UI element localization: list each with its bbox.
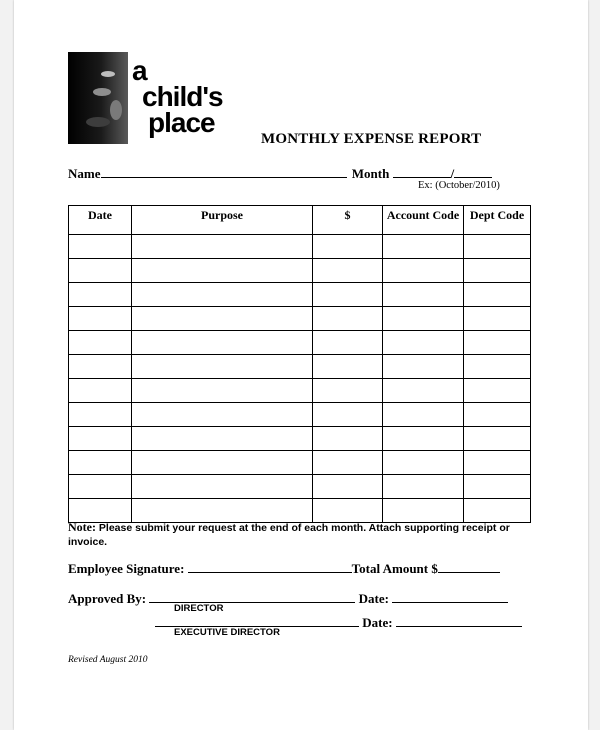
dept-code-cell[interactable]	[464, 475, 531, 499]
amount-cell[interactable]	[313, 283, 383, 307]
table-row	[69, 499, 531, 523]
amount-cell[interactable]	[313, 403, 383, 427]
document-page	[14, 0, 588, 730]
total-amount-field[interactable]	[438, 560, 500, 573]
date-cell[interactable]	[69, 451, 132, 475]
purpose-cell[interactable]	[132, 499, 313, 523]
purpose-cell[interactable]	[132, 475, 313, 499]
column-header-account-code: Account Code	[383, 206, 464, 235]
date-cell[interactable]	[69, 331, 132, 355]
note-text: Please submit your request at the end of each month. Attach supporting receipt or invoice.	[68, 522, 510, 548]
month-field[interactable]	[393, 165, 451, 178]
account-code-cell[interactable]	[383, 379, 464, 403]
purpose-cell[interactable]	[132, 259, 313, 283]
column-header-purpose: Purpose	[132, 206, 313, 235]
account-code-cell[interactable]	[383, 307, 464, 331]
purpose-cell[interactable]	[132, 283, 313, 307]
date-cell[interactable]	[69, 235, 132, 259]
dept-code-cell[interactable]	[464, 235, 531, 259]
account-code-cell[interactable]	[383, 499, 464, 523]
amount-cell[interactable]	[313, 451, 383, 475]
column-header-dept-code: Dept Code	[464, 206, 531, 235]
account-code-cell[interactable]	[383, 259, 464, 283]
director-caption: DIRECTOR	[174, 603, 224, 614]
organization-logo	[68, 52, 242, 144]
account-code-cell[interactable]	[383, 475, 464, 499]
amount-cell[interactable]	[313, 259, 383, 283]
logo-line-2: child's	[142, 81, 223, 112]
employee-signature-row	[68, 560, 500, 577]
amount-cell[interactable]	[313, 499, 383, 523]
dept-code-cell[interactable]	[464, 355, 531, 379]
executive-date-label: Date:	[362, 615, 393, 630]
date-cell[interactable]	[69, 427, 132, 451]
dept-code-cell[interactable]	[464, 379, 531, 403]
expense-table	[68, 205, 531, 523]
submission-note	[68, 520, 538, 549]
amount-cell[interactable]	[313, 379, 383, 403]
name-field[interactable]	[101, 165, 347, 178]
director-date-field[interactable]	[392, 590, 508, 603]
purpose-cell[interactable]	[132, 235, 313, 259]
director-approval-row	[68, 590, 508, 607]
purpose-cell[interactable]	[132, 403, 313, 427]
date-cell[interactable]	[69, 475, 132, 499]
date-cell[interactable]	[69, 403, 132, 427]
column-header-date: Date	[69, 206, 132, 235]
dept-code-cell[interactable]	[464, 307, 531, 331]
date-cell[interactable]	[69, 379, 132, 403]
total-amount-label: Total Amount $	[351, 561, 438, 576]
dept-code-cell[interactable]	[464, 283, 531, 307]
date-cell[interactable]	[69, 355, 132, 379]
dept-code-cell[interactable]	[464, 451, 531, 475]
table-row	[69, 379, 531, 403]
table-row	[69, 307, 531, 331]
purpose-cell[interactable]	[132, 379, 313, 403]
year-field[interactable]	[454, 165, 492, 178]
table-row	[69, 259, 531, 283]
amount-cell[interactable]	[313, 475, 383, 499]
dept-code-cell[interactable]	[464, 403, 531, 427]
table-row	[69, 403, 531, 427]
account-code-cell[interactable]	[383, 403, 464, 427]
note-label: Note:	[68, 520, 96, 534]
month-label: Month	[351, 166, 390, 181]
logo-wordmark	[130, 55, 223, 138]
table-row	[69, 331, 531, 355]
amount-cell[interactable]	[313, 427, 383, 451]
table-row	[69, 427, 531, 451]
executive-date-field[interactable]	[396, 614, 522, 627]
account-code-cell[interactable]	[383, 427, 464, 451]
purpose-cell[interactable]	[132, 451, 313, 475]
account-code-cell[interactable]	[383, 283, 464, 307]
table-row	[69, 475, 531, 499]
table-header-row	[69, 206, 531, 235]
month-year-separator: /	[450, 166, 455, 181]
amount-cell[interactable]	[313, 307, 383, 331]
amount-cell[interactable]	[313, 235, 383, 259]
document-title: MONTHLY EXPENSE REPORT	[261, 131, 482, 147]
dept-code-cell[interactable]	[464, 427, 531, 451]
account-code-cell[interactable]	[383, 235, 464, 259]
account-code-cell[interactable]	[383, 451, 464, 475]
table-row	[69, 235, 531, 259]
purpose-cell[interactable]	[132, 307, 313, 331]
director-signature-field[interactable]	[149, 590, 355, 603]
dept-code-cell[interactable]	[464, 499, 531, 523]
executive-signature-field[interactable]	[155, 614, 359, 627]
director-date-label: Date:	[358, 591, 389, 606]
employee-signature-field[interactable]	[188, 560, 352, 573]
dept-code-cell[interactable]	[464, 259, 531, 283]
date-cell[interactable]	[69, 283, 132, 307]
month-example-hint: Ex: (October/2010)	[418, 180, 500, 191]
revision-note: Revised August 2010	[68, 655, 148, 665]
purpose-cell[interactable]	[132, 427, 313, 451]
date-cell[interactable]	[69, 259, 132, 283]
date-cell[interactable]	[69, 307, 132, 331]
account-code-cell[interactable]	[383, 355, 464, 379]
table-row	[69, 283, 531, 307]
amount-cell[interactable]	[313, 331, 383, 355]
approved-by-label: Approved By:	[68, 591, 147, 606]
logo-line-3: place	[148, 107, 215, 138]
date-cell[interactable]	[69, 499, 132, 523]
purpose-cell[interactable]	[132, 355, 313, 379]
employee-signature-label: Employee Signature:	[68, 561, 185, 576]
column-header-amount: $	[313, 206, 383, 235]
amount-cell[interactable]	[313, 355, 383, 379]
child-face-image	[68, 52, 128, 144]
name-label: Name	[68, 166, 101, 181]
executive-director-caption: EXECUTIVE DIRECTOR	[174, 627, 280, 638]
table-row	[69, 451, 531, 475]
purpose-cell[interactable]	[132, 331, 313, 355]
account-code-cell[interactable]	[383, 331, 464, 355]
logo-line-1: a	[132, 55, 147, 86]
dept-code-cell[interactable]	[464, 331, 531, 355]
table-row	[69, 355, 531, 379]
expense-table-body	[69, 235, 531, 523]
